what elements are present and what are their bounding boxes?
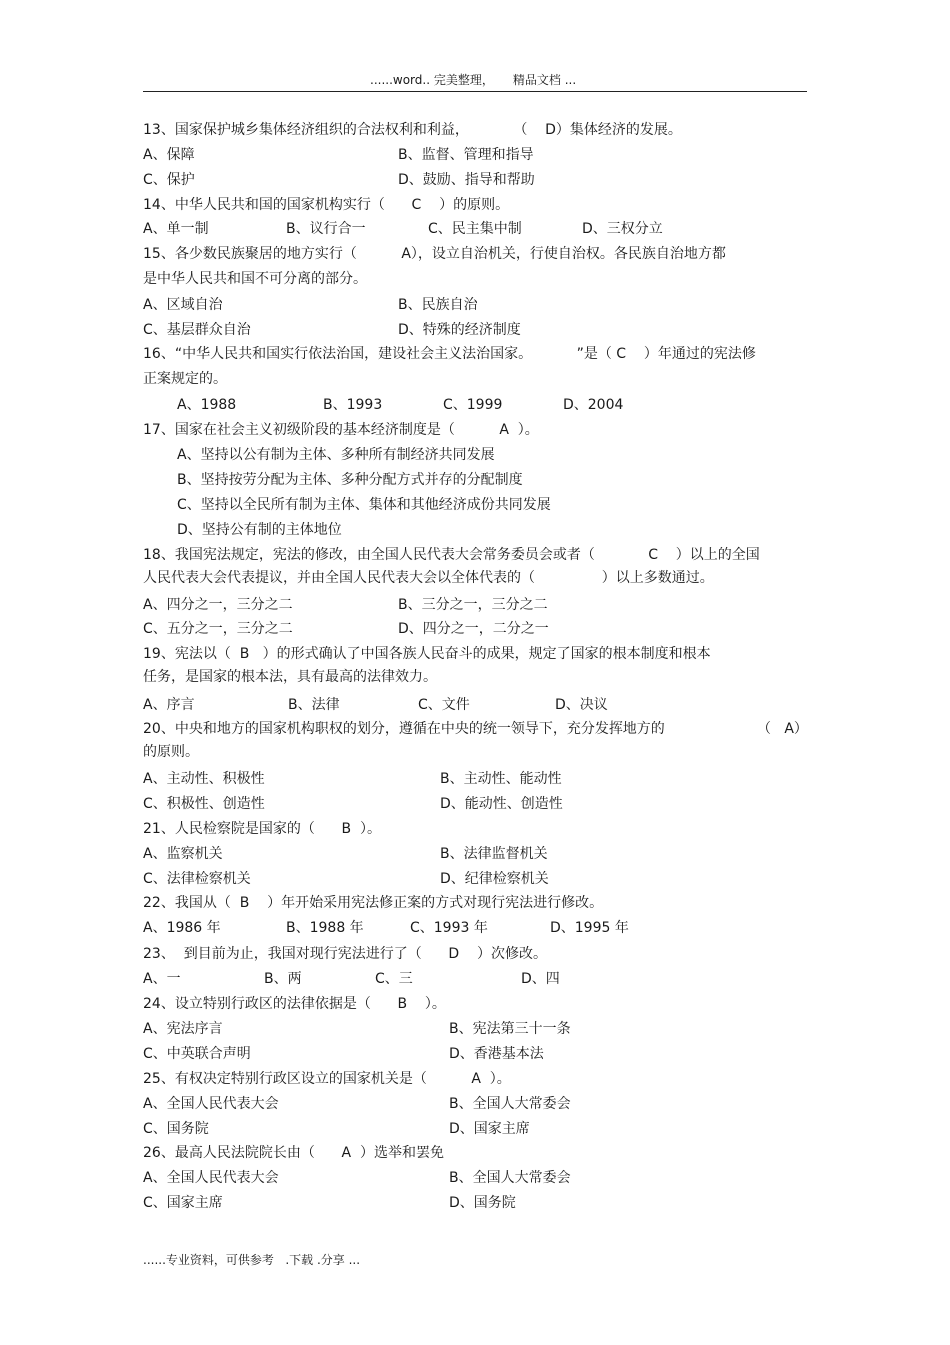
question-24-option-b: B、宪法第三十一条 [449,1021,571,1037]
question-26-option-a: A、全国人民代表大会 [143,1170,279,1186]
question-19-option-b: B、法律 [288,697,340,713]
question-14-option-c: C、民主集中制 [428,221,522,237]
question-22-option-d: D、1995 年 [550,920,629,936]
question-23-option-b: B、两 [264,971,302,987]
question-13-option-b: B、监督、管理和指导 [398,147,534,163]
question-23-option-d: D、四 [521,971,560,987]
question-17-option-c: C、坚持以全民所有制为主体、集体和其他经济成份共同发展 [177,497,551,513]
question-16-option-d: D、2004 [563,397,624,413]
question-18-stem-line2: 人民代表大会代表提议，并由全国人民代表大会以全体代表的（ ）以上多数通过。 [143,570,714,586]
question-26-option-d: D、国务院 [449,1195,516,1211]
question-19-stem-line1: 19、宪法以（ B ）的形式确认了中国各族人民奋斗的成果，规定了国家的根本制度和根本 [143,646,711,662]
question-20-option-d: D、能动性、创造性 [440,796,563,812]
question-24-option-d: D、香港基本法 [449,1046,544,1062]
question-14-option-d: D、三权分立 [582,221,663,237]
question-18-option-d: D、四分之一，二分之一 [398,621,549,637]
question-20-stem-line2: 的原则。 [143,744,199,760]
question-24-option-a: A、宪法序言 [143,1021,223,1037]
question-22-option-c: C、1993 年 [410,920,488,936]
question-15-option-d: D、特殊的经济制度 [398,322,521,338]
question-16-stem-line2: 正案规定的。 [143,371,227,387]
question-20-option-c: C、积极性、创造性 [143,796,265,812]
question-23-stem: 23、 到目前为止，我国对现行宪法进行了（ D ）次修改。 [143,946,547,962]
question-23-option-a: A、一 [143,971,181,987]
question-15-option-c: C、基层群众自治 [143,322,251,338]
question-22-stem: 22、我国从（ B ）年开始采用宪法修正案的方式对现行宪法进行修改。 [143,895,604,911]
question-15-stem-line2: 是中华人民共和国不可分离的部分。 [143,271,367,287]
question-20-option-b: B、主动性、能动性 [440,771,562,787]
question-25-option-b: B、全国人大常委会 [449,1096,571,1112]
question-26-option-b: B、全国人大常委会 [449,1170,571,1186]
header-rule [143,91,807,92]
question-20-stem-line1: 20、中央和地方的国家机构职权的划分，遵循在中央的统一领导下，充分发挥地方的 [143,721,665,737]
question-25-option-c: C、国务院 [143,1121,209,1137]
question-19-option-a: A、序言 [143,697,195,713]
question-17-option-b: B、坚持按劳分配为主体、多种分配方式并存的分配制度 [177,472,523,488]
question-18-option-b: B、三分之一，三分之二 [398,597,548,613]
question-14-option-b: B、议行合一 [286,221,366,237]
question-21-option-b: B、法律监督机关 [440,846,548,862]
question-16-option-a: A、1988 [177,397,237,413]
question-21-option-d: D、纪律检察机关 [440,871,549,887]
question-17-option-d: D、坚持公有制的主体地位 [177,522,342,538]
question-18-stem-line1: 18、我国宪法规定，宪法的修改，由全国人民代表大会常务委员会或者（ C ）以上的全国 [143,547,760,563]
question-21-option-c: C、法律检察机关 [143,871,251,887]
question-20-option-a: A、主动性、积极性 [143,771,265,787]
question-24-stem: 24、设立特别行政区的法律依据是（ B ）。 [143,996,446,1012]
question-25-option-a: A、全国人民代表大会 [143,1096,279,1112]
question-16-option-c: C、1999 [443,397,503,413]
question-15-stem-line1: 15、各少数民族聚居的地方实行（ A），设立自治机关，行使自治权。各民族自治地方都 [143,246,726,262]
question-17-stem: 17、国家在社会主义初级阶段的基本经济制度是（ A ）。 [143,422,539,438]
question-16-option-b: B、1993 [323,397,383,413]
question-13-stem: 13、国家保护城乡集体经济组织的合法权利和利益， （ D）集体经济的发展。 [143,122,682,138]
question-18-option-a: A、四分之一，三分之二 [143,597,293,613]
question-15-option-b: B、民族自治 [398,297,478,313]
question-19-stem-line2: 任务，是国家的根本法，具有最高的法律效力。 [143,669,437,685]
question-22-option-b: B、1988 年 [286,920,364,936]
question-19-option-c: C、文件 [418,697,470,713]
question-21-option-a: A、监察机关 [143,846,223,862]
page-header: ......word.. 完美整理， 精品文档 ... [370,73,577,87]
question-17-option-a: A、坚持以公有制为主体、多种所有制经济共同发展 [177,447,495,463]
question-15-option-a: A、区域自治 [143,297,223,313]
question-21-stem: 21、人民检察院是国家的（ B ）。 [143,821,382,837]
question-26-stem: 26、最高人民法院院长由（ A ）选举和罢免 [143,1145,444,1161]
question-24-option-c: C、中英联合声明 [143,1046,251,1062]
question-14-option-a: A、单一制 [143,221,209,237]
question-13-option-c: C、保护 [143,172,195,188]
question-14-stem: 14、中华人民共和国的国家机构实行（ C ）的原则。 [143,197,510,213]
question-16-stem-line1: 16、“中华人民共和国实行依法治国，建设社会主义法治国家。 ”是（ C ）年通过的宪法修 [143,346,756,362]
question-18-option-c: C、五分之一，三分之二 [143,621,293,637]
question-25-option-d: D、国家主席 [449,1121,530,1137]
question-22-option-a: A、1986 年 [143,920,221,936]
question-26-option-c: C、国家主席 [143,1195,223,1211]
question-23-option-c: C、三 [375,971,413,987]
question-13-option-a: A、保障 [143,147,195,163]
question-25-stem: 25、有权决定特别行政区设立的国家机关是（ A ）。 [143,1071,511,1087]
question-13-option-d: D、鼓励、指导和帮助 [398,172,535,188]
question-20-answer: （ A） [757,721,808,737]
question-19-option-d: D、决议 [555,697,608,713]
page-footer: ......专业资料，可供参考 .下载 .分享 ... [143,1253,361,1267]
